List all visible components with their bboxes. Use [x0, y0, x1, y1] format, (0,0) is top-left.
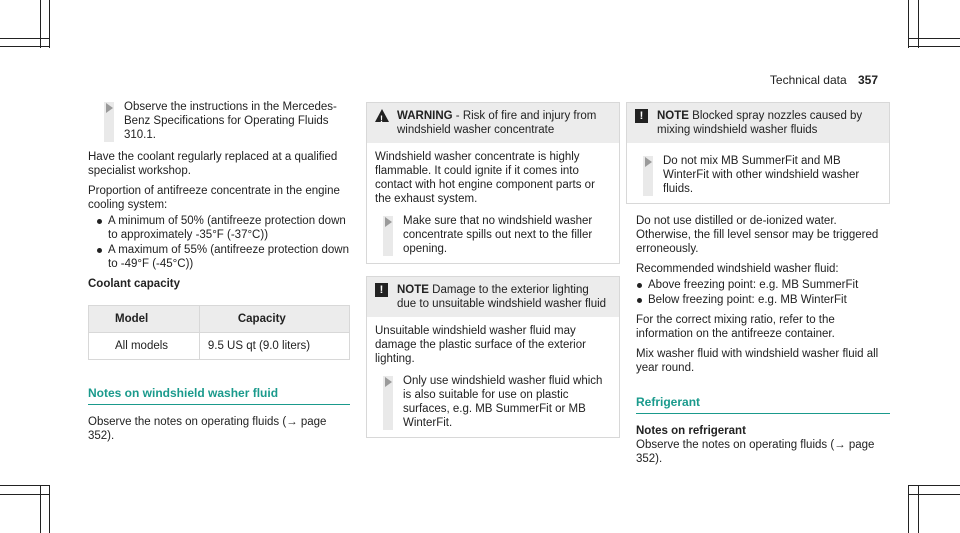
crop-mark	[908, 46, 960, 47]
washer-text-block	[626, 214, 890, 466]
note-body	[627, 143, 889, 203]
bullet-icon	[637, 298, 642, 303]
crop-mark	[49, 0, 50, 48]
crop-mark	[908, 485, 960, 486]
list-item	[96, 243, 350, 271]
crop-mark	[0, 46, 50, 47]
coolant-heading: Coolant capacity	[88, 278, 181, 290]
bullet-list	[96, 214, 350, 271]
warning-box	[366, 102, 620, 264]
note-box	[366, 276, 620, 438]
step-text: Make sure that no windshield washer concentrate spills out next to the filler opening.	[403, 215, 593, 255]
paragraph: Do not use distilled or de-ionized water. Otherwise, the fill level sensor may be triggered erroneously.	[636, 215, 879, 255]
crop-mark	[908, 0, 909, 48]
warning-title: - Risk of fire and injury from windshield washer concentrate	[397, 110, 597, 136]
play-arrow-icon	[385, 377, 392, 387]
list-item-text: A minimum of 50% (antifreeze protection down to approximately -35°F (-37°C))	[108, 215, 346, 241]
note-label: NOTE	[657, 110, 689, 122]
paragraph: For the correct mixing ratio, refer to the information on the antifreeze container.	[636, 314, 835, 340]
header-section: Technical data	[769, 73, 847, 87]
bullet-icon	[97, 248, 102, 253]
instruction-step	[375, 214, 611, 256]
note-title: Blocked spray nozzles caused by mixing windshield washer fluids	[657, 110, 863, 136]
crop-mark	[0, 494, 50, 495]
note-header	[367, 277, 619, 317]
instruction-step	[635, 154, 881, 196]
note-header	[627, 103, 889, 143]
table-header: Capacity	[199, 306, 349, 333]
instruction-step	[375, 374, 611, 430]
crop-mark	[908, 494, 960, 495]
table-cell: All models	[89, 333, 200, 360]
paragraph: Mix washer fluid with windshield washer fluid all year round.	[636, 348, 879, 374]
column-3	[626, 102, 890, 472]
crop-mark	[0, 38, 50, 39]
warning-header	[367, 103, 619, 143]
play-arrow-icon	[106, 103, 113, 113]
column-1	[88, 100, 350, 449]
exclamation-icon: !	[635, 109, 648, 123]
washer-section-heading: Notes on windshield washer fluid	[88, 386, 350, 405]
crop-mark	[908, 485, 909, 533]
instruction-step	[96, 100, 350, 142]
table-cell: 9.5 US qt (9.0 liters)	[199, 333, 349, 360]
refrigerant-subheading: Notes on refrigerant	[636, 425, 746, 437]
bullet-list	[636, 278, 890, 307]
paragraph: Recommended windshield washer fluid:	[636, 263, 839, 275]
crop-mark	[0, 485, 50, 486]
header-title	[770, 73, 878, 87]
exclamation-icon: !	[375, 283, 388, 297]
paragraph: Observe the notes on operating fluids (→ page 352).	[88, 416, 327, 442]
play-arrow-icon	[385, 217, 392, 227]
table-header-row	[89, 306, 350, 333]
paragraph: Observe the notes on operating fluids (→ page 352).	[636, 439, 875, 465]
list-item-text: Below freezing point: e.g. MB WinterFit	[648, 294, 847, 306]
step-text: Only use windshield washer fluid which is also suitable for use on plastic surfaces, e.g. MB SummerFit or MB WinterFit.	[403, 375, 603, 429]
header-page-number: 357	[857, 73, 878, 87]
note-title: Damage to the exterior lighting due to unsuitable windshield washer fluid	[397, 284, 607, 310]
play-arrow-icon	[645, 157, 652, 167]
list-item	[636, 293, 890, 307]
crop-mark	[918, 0, 919, 48]
paragraph: Have the coolant regularly replaced at a qualified specialist workshop.	[88, 151, 338, 177]
note-box	[626, 102, 890, 204]
crop-mark	[40, 0, 41, 48]
bullet-icon	[97, 219, 102, 224]
note-label: NOTE	[397, 284, 429, 296]
paragraph: Unsuitable windshield washer fluid may damage the plastic surface of the exterior lighting.	[375, 325, 586, 365]
crop-mark	[918, 485, 919, 533]
warning-mark: !	[380, 114, 383, 124]
crop-mark	[40, 485, 41, 533]
note-body	[367, 317, 619, 437]
warning-label: WARNING	[397, 110, 453, 122]
refrigerant-section-heading: Refrigerant	[636, 395, 890, 414]
bullet-icon	[637, 283, 642, 288]
list-item	[636, 278, 890, 292]
step-text: Do not mix MB SummerFit and MB WinterFit with other windshield washer fluids.	[663, 155, 860, 195]
list-item	[96, 214, 350, 242]
list-item-text: A maximum of 55% (antifreeze protection down to -49°F (-45°C))	[108, 244, 349, 270]
list-item-text: Above freezing point: e.g. MB SummerFit	[648, 279, 859, 291]
step-text: Observe the instructions in the Mercedes-Benz Specifications for Operating Fluids 310.1.	[124, 101, 337, 141]
coolant-table	[88, 305, 350, 360]
crop-mark	[49, 485, 50, 533]
table-row	[89, 333, 350, 360]
paragraph: Proportion of antifreeze concentrate in the engine cooling system:	[88, 185, 340, 211]
warning-body	[367, 143, 619, 263]
paragraph: Windshield washer concentrate is highly flammable. It could ignite if it comes into contact with hot engine component parts or the exhaust system.	[375, 151, 595, 205]
table-header: Model	[89, 306, 200, 333]
crop-mark	[908, 38, 960, 39]
column-2	[366, 102, 620, 438]
